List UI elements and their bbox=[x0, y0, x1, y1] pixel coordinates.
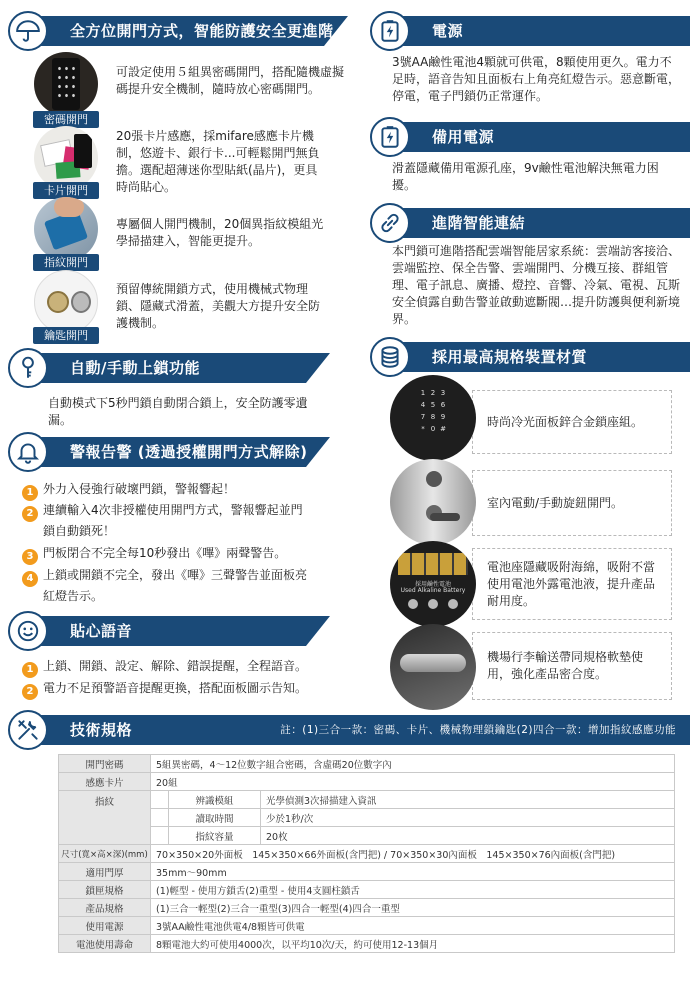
spec-title: 技術規格 bbox=[70, 721, 133, 739]
alarm-item-1 bbox=[22, 480, 235, 501]
alarm-num-3: 3 bbox=[22, 549, 38, 565]
fingerprint-label: 指紋開門 bbox=[33, 254, 99, 271]
table-row bbox=[59, 773, 675, 791]
alarm-num-2: 2 bbox=[22, 506, 38, 522]
spec-subkey-module: 辨識模組 bbox=[169, 791, 261, 809]
voice-num-2: 2 bbox=[22, 684, 38, 700]
power-header bbox=[380, 16, 690, 46]
table-row bbox=[59, 827, 675, 845]
auto-lock-title: 自動/手動上鎖功能 bbox=[70, 359, 200, 377]
alarm-header bbox=[18, 437, 330, 467]
open-methods-header bbox=[18, 16, 348, 46]
fingerprint-text: 專屬個人開門機制，20個異指紋模組光學掃描建入，智能更提升。 bbox=[116, 217, 324, 248]
keypad-key: 2 bbox=[430, 389, 436, 397]
spec-header bbox=[18, 715, 690, 745]
material-text-3: 電池座隱藏吸附海綿，吸附不當使用電池外露電池液，提升產品耐用度。 bbox=[487, 559, 656, 608]
alarm-item-4-cont bbox=[43, 587, 103, 605]
gasket-image bbox=[390, 624, 476, 710]
spec-subvalue-module: 光學偵測3次掃描建入資訊 bbox=[261, 791, 675, 809]
alarm-item-1-text: 外力入侵強行破壞門鎖，警報響起！ bbox=[43, 482, 236, 496]
battery-tray-image bbox=[390, 541, 476, 627]
backup-battery-icon bbox=[370, 117, 410, 157]
materials-title: 採用最高規格裝置材質 bbox=[432, 348, 588, 366]
table-row bbox=[59, 791, 675, 809]
material-box-4 bbox=[472, 632, 672, 700]
card-thumbnail bbox=[34, 126, 98, 190]
card-text: 20張卡片感應，採mifare感應卡片機制，悠遊卡、銀行卡...可輕鬆開門無負擔。選配超薄迷你型貼紙(晶片)，更具時尚貼心。 bbox=[116, 129, 320, 194]
spec-value-card: 20組 bbox=[151, 773, 675, 791]
smart-title: 進階智能連結 bbox=[432, 214, 526, 232]
table-row bbox=[59, 935, 675, 953]
spec-value-power: 3號AA鹼性電池供電4/8顆皆可供電 bbox=[151, 917, 675, 935]
spec-value-product: (1)三合一輕型(2)三合一重型(3)四合一輕型(4)四合一重型 bbox=[151, 899, 675, 917]
voice-item-2-text: 電力不足預警語音提醒更換，搭配面板圖示告知。 bbox=[43, 681, 308, 695]
umbrella-icon bbox=[8, 11, 48, 51]
fingerprint-thumbnail bbox=[34, 197, 98, 261]
material-text-1: 時尚冷光面板鋅合金鎖座組。 bbox=[487, 414, 644, 429]
spec-subkey-capacity: 指紋容量 bbox=[169, 827, 261, 845]
material-box-2 bbox=[472, 470, 672, 536]
smart-text: 本門鎖可進階搭配雲端智能居家系統：雲端訪客接洽、雲端監控、保全告警、雲端開門、分機互接、群組管理、電子訊息、廣播、燈控、音響、冷氣、電視、瓦斯安全偵露自動告警並啟動遮斷閥…提升防護與便利新境界。 bbox=[392, 244, 681, 326]
battery-label-1: 採用鹼性電池 bbox=[414, 581, 451, 588]
voice-header bbox=[18, 616, 330, 646]
keypad-thumbnail bbox=[34, 52, 98, 116]
voice-item-1 bbox=[22, 657, 307, 678]
spec-value-dimension: 70×350×20外面板 145×350×66外面板(含門把) / 70×350×30內面板 145×350×76內面板(含門把) bbox=[151, 845, 675, 863]
auto-lock-header bbox=[18, 353, 330, 383]
voice-item-2 bbox=[22, 679, 307, 700]
spec-key-product: 產品規格 bbox=[59, 899, 151, 917]
alarm-item-2-text: 連續輸入4次非授權使用開門方式，警報響起並門 bbox=[43, 503, 303, 517]
auto-lock-text: 自動模式下5秒門鎖自動閉合鎖上，安全防護零遺漏。 bbox=[48, 396, 308, 427]
voice-item-1-text: 上鎖、開鎖、設定、解除、錯誤提醒，全程語音。 bbox=[43, 659, 308, 673]
keypad-key: # bbox=[440, 425, 446, 433]
alarm-item-3-text: 門板閉合不完全每10秒發出《嗶》兩聲警告。 bbox=[43, 546, 287, 560]
card-label: 卡片開門 bbox=[33, 182, 99, 199]
link-icon bbox=[370, 203, 410, 243]
spec-value-life: 8顆電池大約可使用4000次，以平均10次/天，約可使用12-13個月 bbox=[151, 935, 675, 953]
materials-header bbox=[380, 342, 690, 372]
keypad-key: 4 bbox=[420, 401, 426, 409]
table-row bbox=[59, 899, 675, 917]
backup-power-text: 滑蓋隱藏備用電源孔座，9v鹼性電池解決無電力困擾。 bbox=[392, 161, 659, 192]
keypad-key: 9 bbox=[440, 413, 446, 421]
spec-note: 註：(1)三合一款：密碼、卡片、機械物理鎖鑰匙(2)四合一款：增加指紋感應功能 bbox=[280, 724, 676, 736]
spec-key-door: 適用門厚 bbox=[59, 863, 151, 881]
spec-value-door: 35mm～90mm bbox=[151, 863, 675, 881]
voice-num-1: 1 bbox=[22, 662, 38, 678]
material-text-2: 室內電動/手動旋鈕開門。 bbox=[487, 495, 624, 510]
keypad-key: 3 bbox=[440, 389, 446, 397]
alarm-num-1: 1 bbox=[22, 485, 38, 501]
key-label: 鑰匙開門 bbox=[33, 327, 99, 344]
alarm-item-4 bbox=[22, 566, 307, 587]
table-row bbox=[59, 881, 675, 899]
spec-subkey-readtime: 讀取時間 bbox=[169, 809, 261, 827]
spec-table bbox=[58, 754, 675, 953]
spec-subvalue-readtime: 少於1秒/次 bbox=[261, 809, 675, 827]
alarm-num-4: 4 bbox=[22, 571, 38, 587]
keypad-key: 6 bbox=[440, 401, 446, 409]
panel-image bbox=[390, 375, 476, 461]
spec-key-latch: 鎖匣規格 bbox=[59, 881, 151, 899]
alarm-item-2-cont bbox=[43, 522, 115, 540]
table-row bbox=[59, 809, 675, 827]
password-label: 密碼開門 bbox=[33, 111, 99, 128]
knob-image bbox=[390, 459, 476, 545]
spec-key-life: 電池使用壽命 bbox=[59, 935, 151, 953]
battery-label-2: Used Alkaline Battery bbox=[400, 587, 466, 594]
key-text: 預留傳統開鎖方式，使用機械式物理鎖、隱藏式滑蓋，美觀大方提升安全防護機制。 bbox=[116, 282, 321, 330]
alarm-title: 警報告警 (透過授權開門方式解除) bbox=[70, 443, 308, 461]
smart-header bbox=[380, 208, 690, 238]
keypad-grid bbox=[418, 389, 448, 433]
key-icon bbox=[8, 348, 48, 388]
spec-key-power: 使用電源 bbox=[59, 917, 151, 935]
power-title: 電源 bbox=[432, 22, 464, 40]
spec-value-password: 5組異密碼，4～12位數字組合密碼，含虛碼20位數字內 bbox=[151, 755, 675, 773]
table-row bbox=[59, 845, 675, 863]
backup-power-header bbox=[380, 122, 690, 152]
table-row bbox=[59, 863, 675, 881]
battery-icon bbox=[370, 11, 410, 51]
alarm-item-4-cont-text: 紅燈告示。 bbox=[43, 589, 104, 603]
material-box-1 bbox=[472, 390, 672, 454]
face-icon bbox=[8, 611, 48, 651]
keypad-key: 0 bbox=[430, 425, 436, 433]
table-row bbox=[59, 917, 675, 935]
bell-icon bbox=[8, 432, 48, 472]
keypad-key: 1 bbox=[420, 389, 426, 397]
backup-power-title: 備用電源 bbox=[432, 128, 495, 146]
spec-key-card: 感應卡片 bbox=[59, 773, 151, 791]
alarm-item-2-cont-text: 鎖自動鎖死！ bbox=[43, 524, 116, 538]
keypad-key: * bbox=[421, 425, 425, 433]
password-text: 可設定使用５組異密碼開門，搭配隨機虛擬碼提升安全機制，隨時放心密碼開門。 bbox=[116, 65, 345, 96]
spec-value-latch: (1)輕型 - 使用方鎖舌(2)重型 - 使用4支圓柱鎖舌 bbox=[151, 881, 675, 899]
alarm-item-2 bbox=[22, 501, 303, 522]
spec-key-fingerprint: 指紋 bbox=[59, 791, 151, 845]
spec-key-password: 開門密碼 bbox=[59, 755, 151, 773]
voice-title: 貼心語音 bbox=[70, 622, 133, 640]
material-box-3 bbox=[472, 548, 672, 620]
tools-icon bbox=[8, 710, 48, 750]
power-text: 3號AA鹼性電池4顆就可供電，8顆使用更久。電力不足時，語音告知且面板右上角亮紅燈告示。惡意斷電，停電，電子門鎖仍正常運作。 bbox=[392, 55, 681, 103]
key-thumbnail bbox=[34, 270, 98, 334]
keypad-key: 7 bbox=[420, 413, 426, 421]
keypad-key: 8 bbox=[430, 413, 436, 421]
spec-subvalue-capacity: 20枚 bbox=[261, 827, 675, 845]
keypad-key: 5 bbox=[430, 401, 436, 409]
material-text-4: 機場行李輸送帶同規格軟墊使用，強化產品密合度。 bbox=[487, 650, 644, 681]
alarm-item-3 bbox=[22, 544, 286, 565]
open-methods-title: 全方位開門方式，智能防護安全更進階 bbox=[70, 22, 334, 40]
layers-icon bbox=[370, 337, 410, 377]
spec-key-dimension: 尺寸(寬×高×深)(mm) bbox=[59, 845, 151, 863]
table-row bbox=[59, 755, 675, 773]
alarm-item-4-text: 上鎖或開鎖不完全，發出《嗶》三聲警告並面板亮 bbox=[43, 568, 308, 582]
